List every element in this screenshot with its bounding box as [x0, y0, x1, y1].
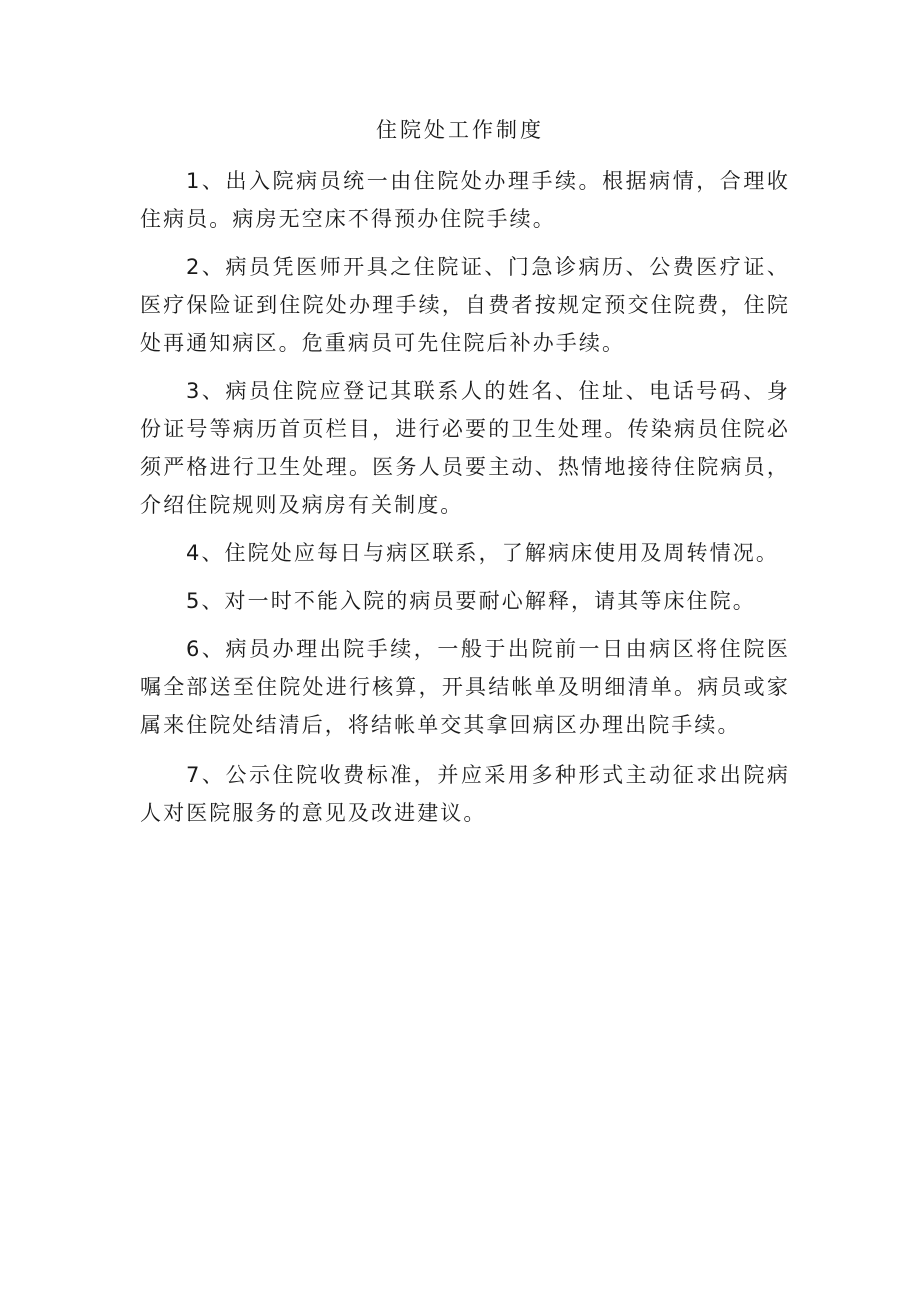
paragraph-2: 2、病员凭医师开具之住院证、门急诊病历、公费医疗证、医疗保险证到住院处办理手续，自费者按规定预交住院费，住院处再通知病区。危重病员可先住院后补办手续。 [140, 255, 790, 355]
document-body [140, 162, 790, 842]
paragraph-1: 1、出入院病员统一由住院处办理手续。根据病情，合理收住病员。病房无空床不得预办住院手续。 [140, 169, 790, 231]
paragraph-5: 5、对一时不能入院的病员要耐心解释，请其等床住院。 [186, 589, 756, 613]
paragraph-6: 6、病员办理出院手续，一般于出院前一日由病区将住院医嘱全部送至住院处进行核算，开具结帐单及明细清单。病员或家属来住院处结清后，将结帐单交其拿回病区办理出院手续。 [140, 637, 790, 737]
paragraph-3: 3、病员住院应登记其联系人的姓名、住址、电话号码、身份证号等病历首页栏目，进行必要的卫生处理。传染病员住院必须严格进行卫生处理。医务人员要主动、热情地接待住院病员，介绍住院规则及病房有关制度。 [140, 379, 790, 517]
paragraph-7: 7、公示住院收费标准，并应采用多种形式主动征求出院病人对医院服务的意见及改进建议。 [140, 763, 790, 825]
document-title: 住院处工作制度 [376, 118, 544, 142]
paragraph-4: 4、住院处应每日与病区联系，了解病床使用及周转情况。 [186, 541, 779, 565]
